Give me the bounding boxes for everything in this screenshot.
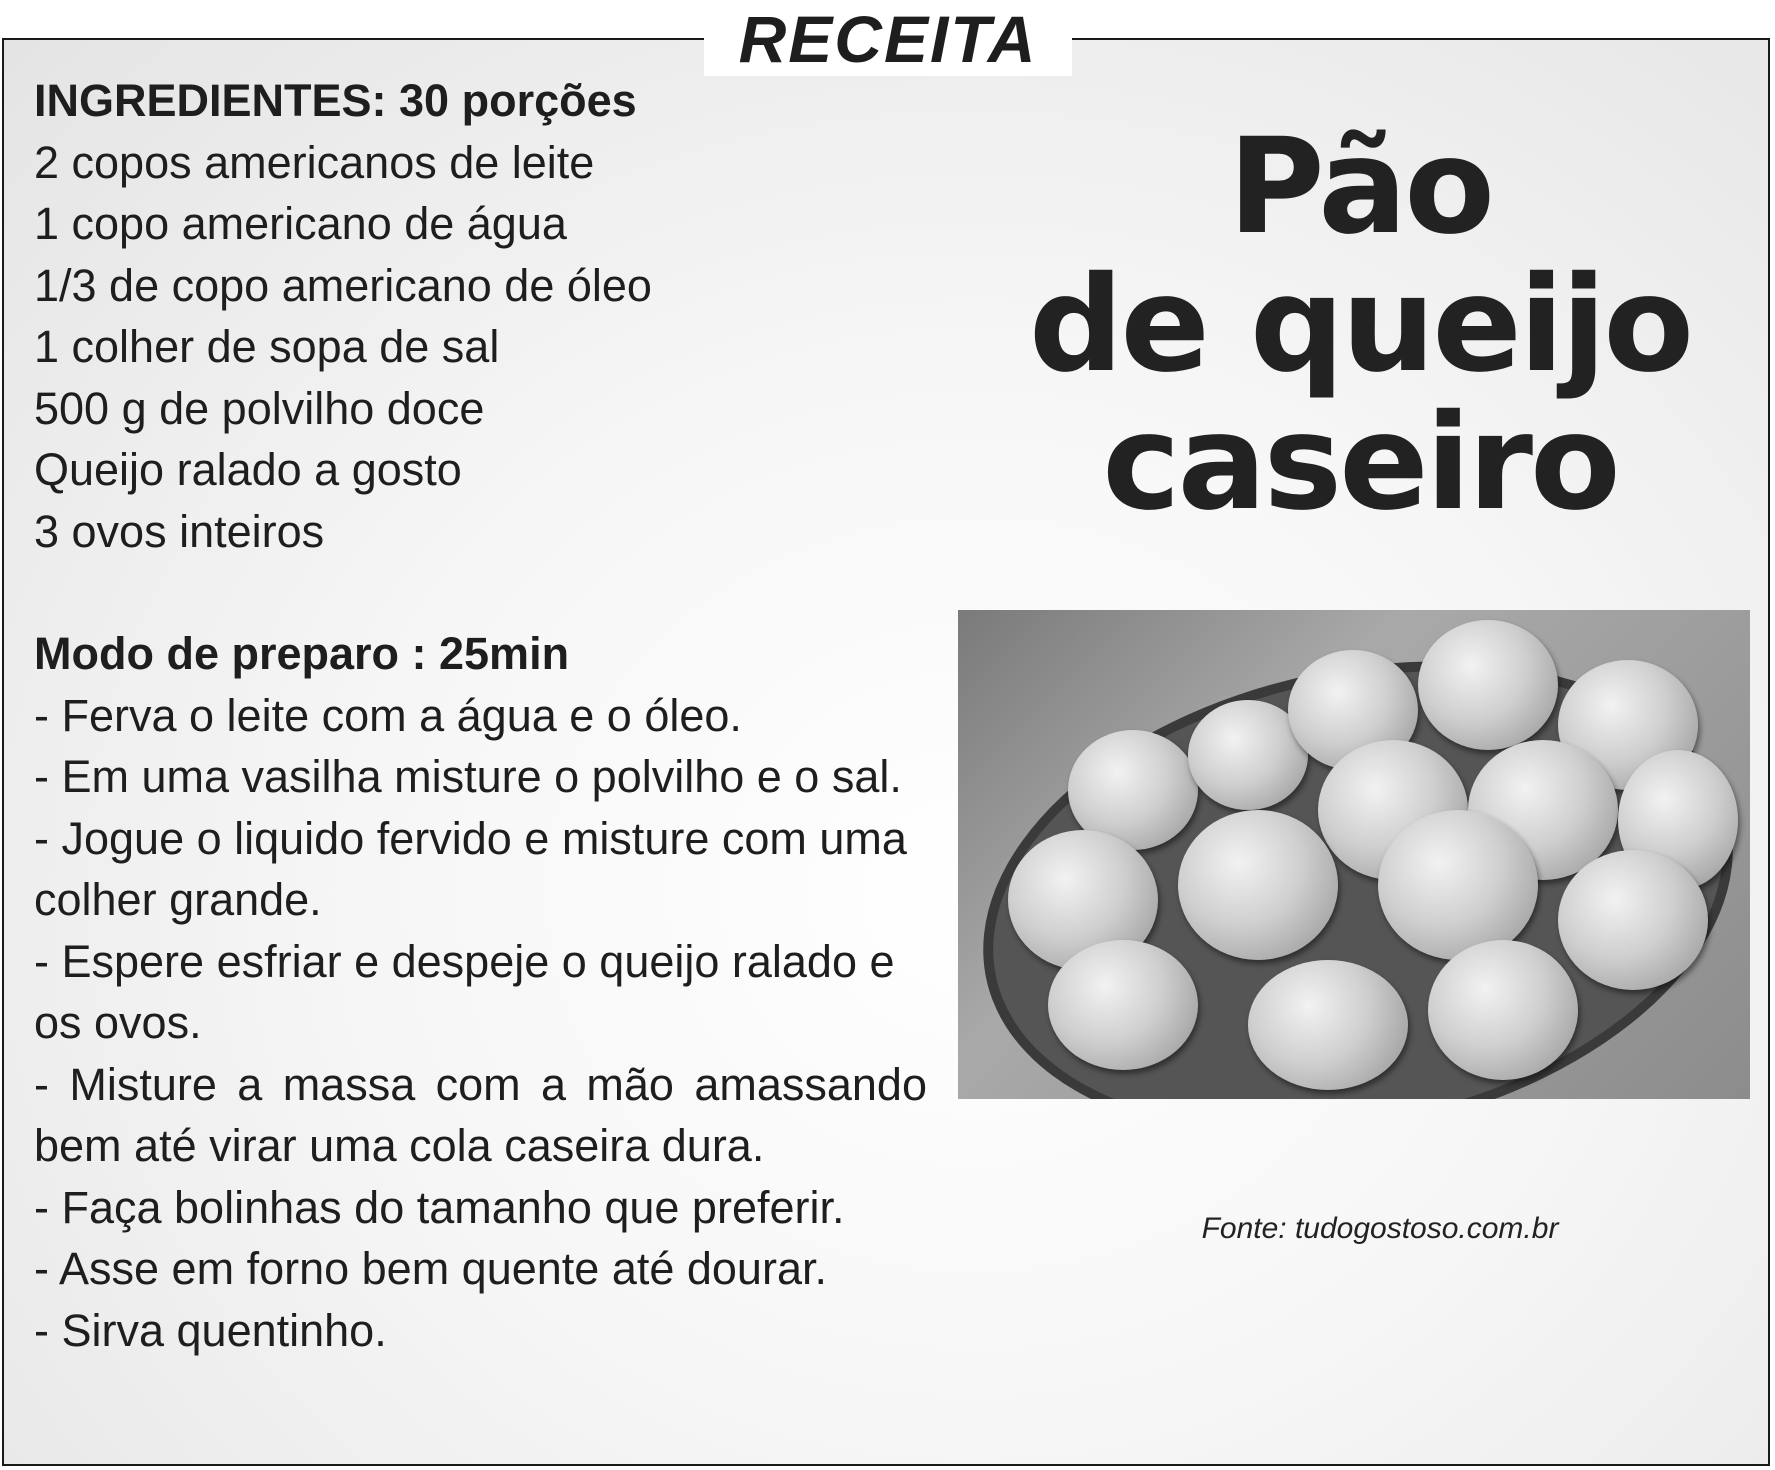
preparation-step: - Jogue o liquido fervido e misture com uma bbox=[34, 812, 907, 864]
recipe-photo bbox=[958, 610, 1750, 1099]
preparation-step: - Faça bolinhas do tamanho que preferir. bbox=[34, 1181, 845, 1233]
recipe-title bbox=[960, 110, 1760, 540]
cheese-bread-ball bbox=[1558, 850, 1708, 990]
preparation-step: - Em uma vasilha misture o polvilho e o sal. bbox=[34, 751, 902, 802]
title-line: de queijo bbox=[1028, 248, 1692, 402]
ingredient-item: 1 copo americano de água bbox=[34, 198, 567, 249]
title-line: caseiro bbox=[1102, 386, 1618, 540]
ingredient-item: 1/3 de copo americano de óleo bbox=[34, 259, 652, 311]
cheese-bread-ball bbox=[1178, 810, 1338, 960]
preparation-step: - Misture a massa com a mão amassando bbox=[34, 1058, 927, 1110]
preparation-step: - Espere esfriar e despeje o queijo ralado e bbox=[34, 935, 895, 987]
ingredients-heading: INGREDIENTES: 30 porções bbox=[34, 75, 637, 126]
ingredient-item: Queijo ralado a gosto bbox=[34, 444, 462, 495]
section-label: RECEITA bbox=[704, 2, 1072, 76]
preparation-heading: Modo de preparo : 25min bbox=[34, 628, 570, 679]
ingredient-item: 500 g de polvilho doce bbox=[34, 382, 485, 434]
ingredient-item: 2 copos americanos de leite bbox=[34, 136, 595, 188]
preparation-step: - Asse em forno bem quente até dourar. bbox=[34, 1243, 827, 1294]
cheese-bread-ball bbox=[1418, 620, 1558, 750]
cheese-bread-ball bbox=[1378, 810, 1538, 960]
cheese-bread-ball bbox=[1428, 940, 1578, 1080]
ingredient-item: 1 colher de sopa de sal bbox=[34, 321, 500, 372]
preparation-step: colher grande. bbox=[34, 874, 322, 925]
cheese-bread-ball bbox=[1048, 940, 1198, 1070]
source-credit: Fonte: tudogostoso.com.br bbox=[1201, 1212, 1559, 1245]
ingredient-item: 3 ovos inteiros bbox=[34, 505, 325, 557]
preparation-step: - Sirva quentinho. bbox=[34, 1304, 387, 1356]
preparation-step: os ovos. bbox=[34, 997, 202, 1048]
cheese-bread-ball bbox=[1248, 960, 1408, 1090]
recipe-text bbox=[34, 70, 934, 1361]
preparation-step: bem até virar uma cola caseira dura. bbox=[34, 1120, 765, 1171]
preparation-step: - Ferva o leite com a água e o óleo. bbox=[34, 689, 742, 741]
spacer bbox=[34, 562, 934, 623]
title-line: Pão bbox=[1228, 110, 1492, 264]
